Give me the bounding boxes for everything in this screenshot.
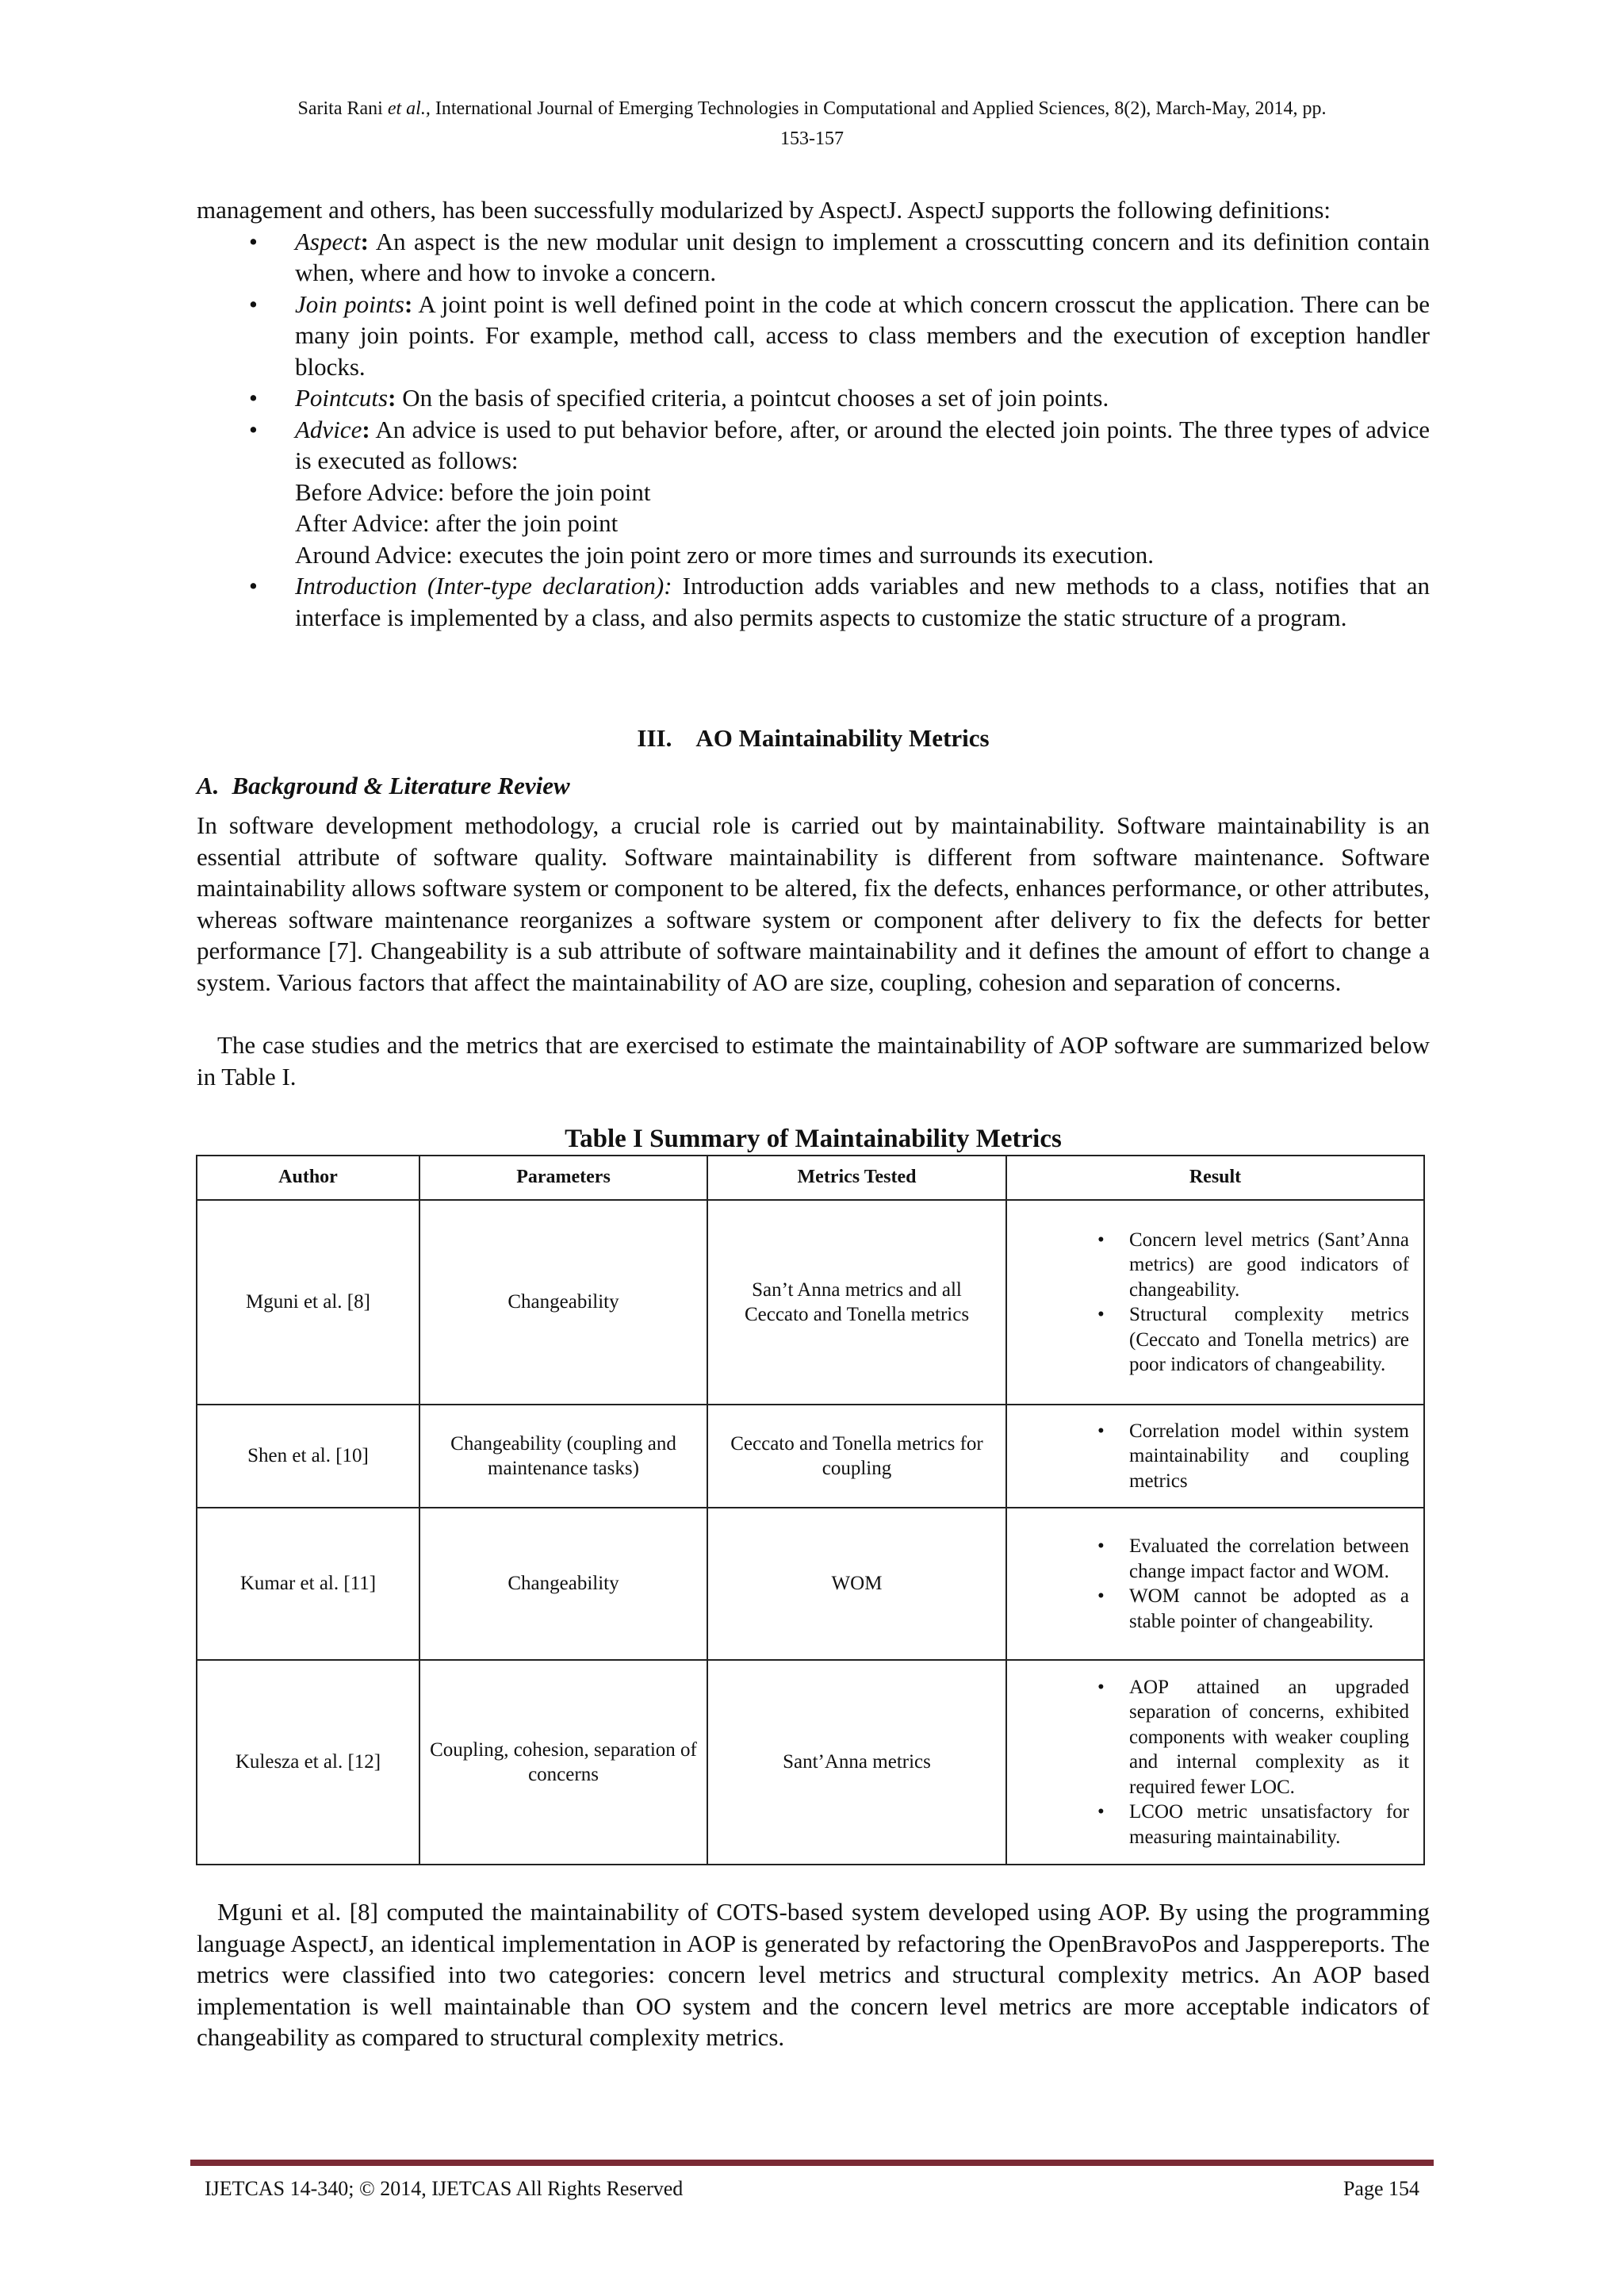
section-number: III. (637, 724, 672, 752)
cell-parameters: Coupling, cohesion, separation of concerns (419, 1660, 707, 1865)
result-item: • WOM cannot be adopted as a stable pointer of changeability. (1017, 1584, 1414, 1634)
header-metrics-tested: Metrics Tested (707, 1156, 1006, 1200)
result-list (1017, 1228, 1414, 1378)
table-header-row (197, 1156, 1424, 1200)
subsection-title: Background & Literature Review (232, 772, 570, 799)
cell-metrics: Ceccato and Tonella metrics for coupling (707, 1405, 1006, 1508)
result-list (1017, 1419, 1414, 1494)
table-row (197, 1660, 1424, 1865)
cell-author: Kumar et al. [11] (197, 1508, 419, 1660)
definition-term: Introduction (Inter-type declaration): (295, 572, 672, 600)
advice-type-before: Before Advice: before the join point (295, 477, 651, 506)
definition-term: Aspect (295, 227, 361, 255)
intro-block (197, 194, 1430, 633)
definition-item (197, 570, 1430, 633)
header-pages: 153-157 (780, 128, 844, 149)
result-item: • Concern level metrics (Sant’Anna metrics) are good indicators of changeability. (1017, 1228, 1414, 1303)
result-item: • Evaluated the correlation between change impact factor and WOM. (1017, 1534, 1414, 1584)
definition-term: Pointcuts (295, 384, 389, 412)
paragraph-mguni: Mguni et al. [8] computed the maintainability of COTS-based system developed using AOP. By using the programming language AspectJ, an identical implementation in AOP is generated by refactoring the OpenBravoPos and Jasppereports. The metrics were classified into two categories: concern level metrics and structural complexity metrics. An AOP based implementation is well maintainable than OO system and the concern level metrics are more acceptable indicators of changeability as compared to structural complexity metrics. (197, 1898, 1430, 2051)
intro-paragraph: management and others, has been successfully modularized by AspectJ. AspectJ supports the following definitions: (197, 196, 1331, 224)
header-journal: International Journal of Emerging Technologies in Computational and Applied Sciences, 8(2), March-May, 2014, pp. (435, 98, 1327, 119)
cell-result (1006, 1508, 1424, 1660)
definition-item (197, 414, 1430, 571)
result-list (1017, 1534, 1414, 1634)
result-item: • LCOO metric unsatisfactory for measuring maintainability. (1017, 1800, 1414, 1849)
table-row (197, 1508, 1424, 1660)
subsection-label: A. (197, 772, 220, 799)
page-number: Page 154 (1342, 2177, 1419, 2200)
header-authors: Sarita Rani (297, 98, 383, 119)
result-list (1017, 1675, 1414, 1850)
page-footer (205, 2175, 1419, 2203)
footer-rule-gap (190, 2166, 1434, 2168)
result-item: • Structural complexity metrics (Ceccato and Tonella metrics) are poor indicators of changeability. (1017, 1302, 1414, 1378)
header-result: Result (1006, 1156, 1424, 1200)
definition-sep: : (388, 384, 396, 412)
definition-sep: : (360, 227, 369, 255)
advice-type-after: After Advice: after the join point (295, 509, 619, 537)
table-row (197, 1200, 1424, 1405)
cell-result (1006, 1200, 1424, 1405)
subsection-heading (197, 770, 570, 802)
paragraph-background: In software development methodology, a crucial role is carried out by maintainability. Software maintainability is an essential attribute of software quality. Software maintainability is different from software maintenance. Software maintainability allows software system or component to be altered, fix the defects, enhances performance, or other attributes, whereas software maintenance reorganizes a software system or component after delivery to fix the defects for better performance [7]. Changeability is a sub attribute of software maintainability and it defines the amount of effort to change a system. Various factors that affect the maintainability of AO are size, coupling, cohesion and separation of concerns. (197, 811, 1430, 996)
definition-text: An advice is used to put behavior before, after, or around the elected join points. The three types of advice is executed as follows: (295, 415, 1430, 474)
header-author: Author (197, 1156, 419, 1200)
definition-list (197, 226, 1430, 634)
cell-result (1006, 1660, 1424, 1865)
maintainability-metrics-table (196, 1155, 1425, 1865)
definition-sep: : (362, 415, 370, 443)
advice-type-around: Around Advice: executes the join point zero or more times and surrounds its execution. (295, 540, 1155, 569)
definition-text: An aspect is the new modular unit design to implement a crosscutting concern and its definition contain when, where and how to invoke a concern. (295, 227, 1430, 286)
definition-text: Introduction adds variables and new methods to a class, notifies that an interface is implemented by a class, and also permits aspects to customize the static structure of a program. (295, 572, 1430, 631)
table-caption: Table I Summary of Maintainability Metrics (565, 1125, 1062, 1153)
definition-item (197, 226, 1430, 289)
table-row (197, 1405, 1424, 1508)
cell-metrics: San’t Anna metrics and all Ceccato and Tonella metrics (707, 1200, 1006, 1405)
definition-item (197, 382, 1430, 414)
result-item: • AOP attained an upgraded separation of concerns, exhibited components with weaker coupling and internal complexity as it required fewer LOC. (1017, 1675, 1414, 1800)
cell-author: Mguni et al. [8] (197, 1200, 419, 1405)
paragraph-table-intro: The case studies and the metrics that are exercised to estimate the maintainability of AOP software are summarized below in Table I. (197, 1031, 1430, 1091)
header-line-1 (159, 94, 1465, 124)
definition-text: A joint point is well defined point in the code at which concern crosscut the application. There can be many join points. For example, method call, access to class members and the execution of exception handler blocks. (295, 289, 1430, 381)
section-title: AO Maintainability Metrics (695, 724, 990, 752)
cell-result (1006, 1405, 1424, 1508)
cell-parameters: Changeability (419, 1508, 707, 1660)
header-etal: et al., (387, 98, 431, 119)
definition-text: On the basis of specified criteria, a pointcut chooses a set of join points. (396, 384, 1109, 412)
cell-parameters: Changeability (419, 1200, 707, 1405)
header-parameters: Parameters (419, 1156, 707, 1200)
definition-sep: : (404, 289, 413, 318)
cell-parameters: Changeability (coupling and maintenance tasks) (419, 1405, 707, 1508)
definition-term: Advice (295, 415, 362, 443)
footer-copyright: IJETCAS 14-340; © 2014, IJETCAS All Rights Reserved (205, 2177, 684, 2200)
section-heading (197, 723, 1430, 754)
result-item: • Correlation model within system maintainability and coupling metrics (1017, 1419, 1414, 1494)
cell-author: Kulesza et al. [12] (197, 1660, 419, 1865)
running-header (159, 94, 1465, 154)
definition-term: Join points (295, 289, 404, 318)
definition-item (197, 289, 1430, 383)
cell-author: Shen et al. [10] (197, 1405, 419, 1508)
cell-metrics: Sant’Anna metrics (707, 1660, 1006, 1865)
cell-metrics: WOM (707, 1508, 1006, 1660)
